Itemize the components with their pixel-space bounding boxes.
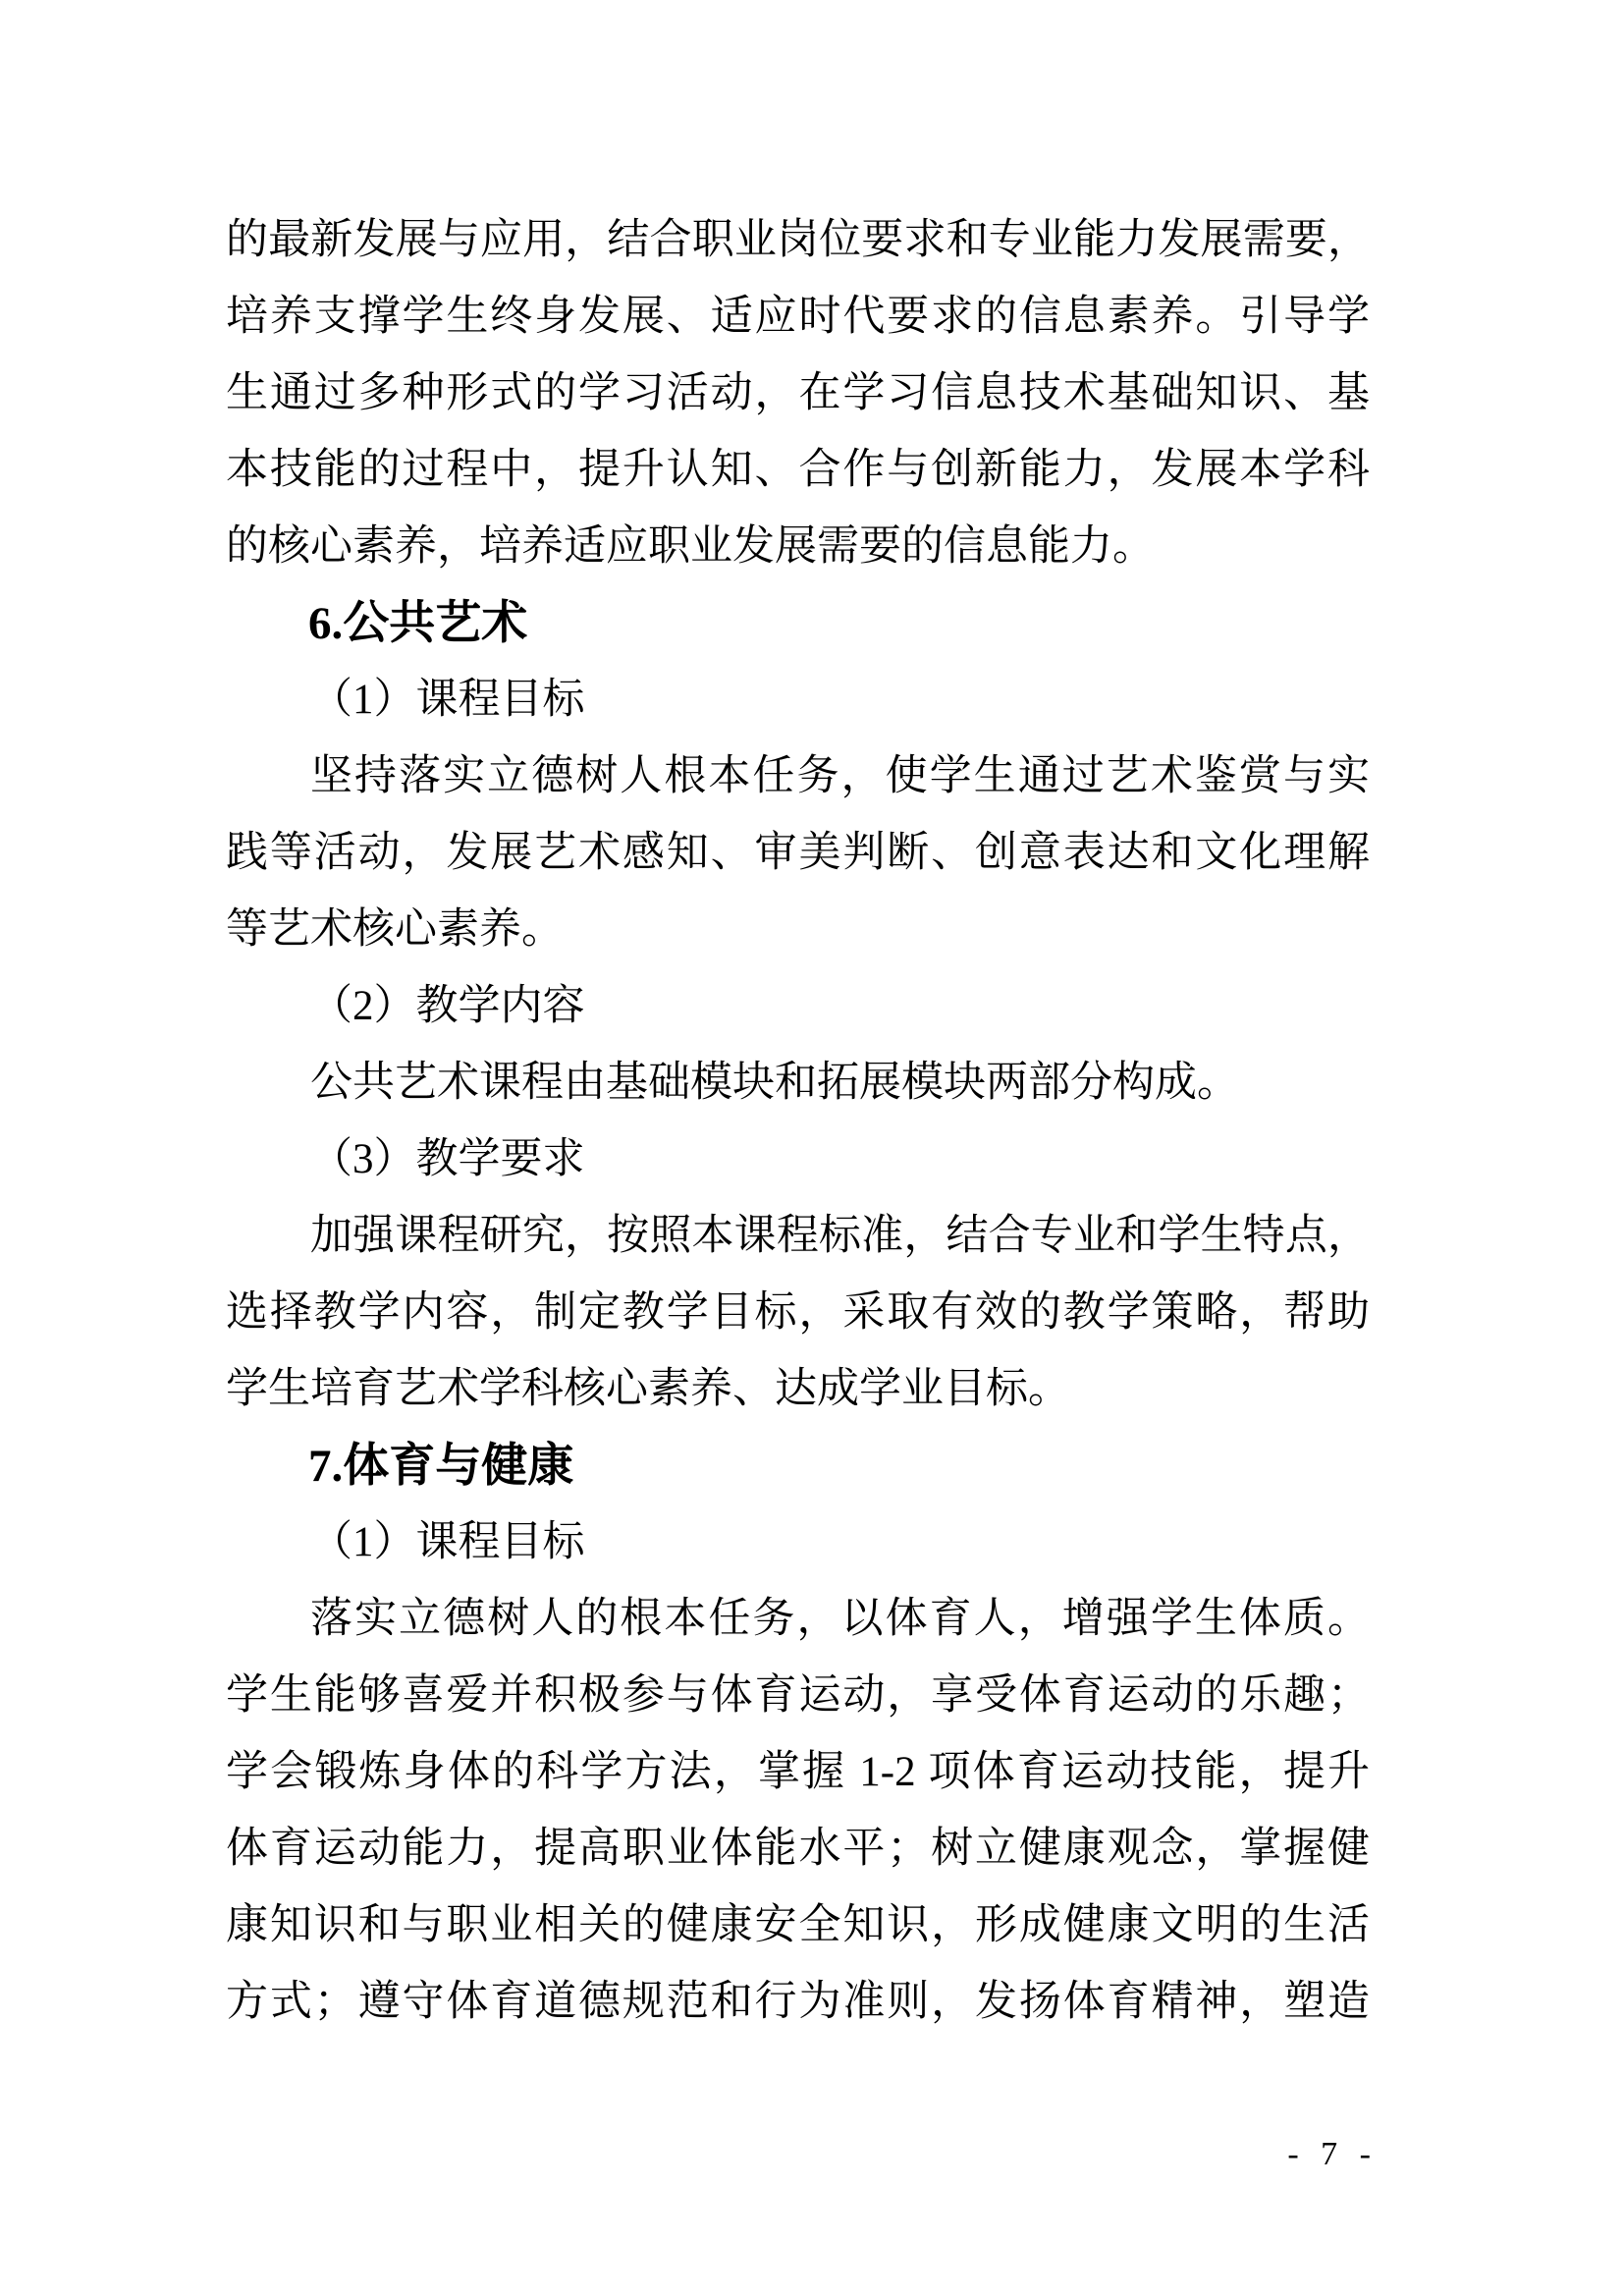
page-number: - 7 - bbox=[1287, 2136, 1378, 2172]
sub-heading: （1）课程目标 bbox=[310, 1519, 585, 1565]
body-line: 生通过多种形式的学习活动，在学习信息技术基础知识、基 bbox=[226, 370, 1370, 416]
body-line: 康知识和与职业相关的健康安全知识，形成健康文明的生活 bbox=[226, 1902, 1370, 1948]
body-line: 坚持落实立德树人根本任务，使学生通过艺术鉴赏与实 bbox=[310, 753, 1370, 799]
body-line: 公共艺术课程由基础模块和拓展模块两部分构成。 bbox=[310, 1060, 1239, 1106]
sub-heading: （3）教学要求 bbox=[310, 1136, 585, 1182]
section-heading-public-art: 6.公共艺术 bbox=[308, 598, 528, 649]
body-line: 落实立德树人的根本任务，以体育人，增强学生体质。 bbox=[310, 1596, 1370, 1642]
document-body bbox=[226, 202, 1370, 2041]
body-line: 加强课程研究，按照本课程标准，结合专业和学生特点， bbox=[310, 1213, 1370, 1259]
body-line: 方式；遵守体育道德规范和行为准则，发扬体育精神，塑造 bbox=[226, 1979, 1370, 2025]
body-line: 的最新发展与应用，结合职业岗位要求和专业能力发展需要， bbox=[226, 217, 1370, 263]
body-line: 体育运动能力，提高职业体能水平；树立健康观念，掌握健 bbox=[226, 1826, 1370, 1872]
body-line: 选择教学内容，制定教学目标，采取有效的教学策略，帮助 bbox=[226, 1289, 1370, 1336]
body-line: 践等活动，发展艺术感知、审美判断、创意表达和文化理解 bbox=[226, 830, 1370, 876]
body-line: 培养支撑学生终身发展、适应时代要求的信息素养。引导学 bbox=[226, 294, 1370, 340]
body-line: 的核心素养，培养适应职业发展需要的信息能力。 bbox=[226, 523, 1155, 570]
sub-heading: （1）课程目标 bbox=[310, 677, 585, 723]
sub-heading: （2）教学内容 bbox=[310, 983, 585, 1029]
body-line: 学会锻炼身体的科学方法，掌握 1-2 项体育运动技能，提升 bbox=[226, 1749, 1370, 1795]
body-line: 学生能够喜爱并积极参与体育运动，享受体育运动的乐趣； bbox=[226, 1672, 1370, 1719]
body-line: 本技能的过程中，提升认知、合作与创新能力，发展本学科 bbox=[226, 447, 1370, 493]
section-heading-pe-health: 7.体育与健康 bbox=[308, 1441, 574, 1492]
body-line: 学生培育艺术学科核心素养、达成学业目标。 bbox=[226, 1366, 1070, 1412]
body-line: 等艺术核心素养。 bbox=[226, 906, 564, 953]
